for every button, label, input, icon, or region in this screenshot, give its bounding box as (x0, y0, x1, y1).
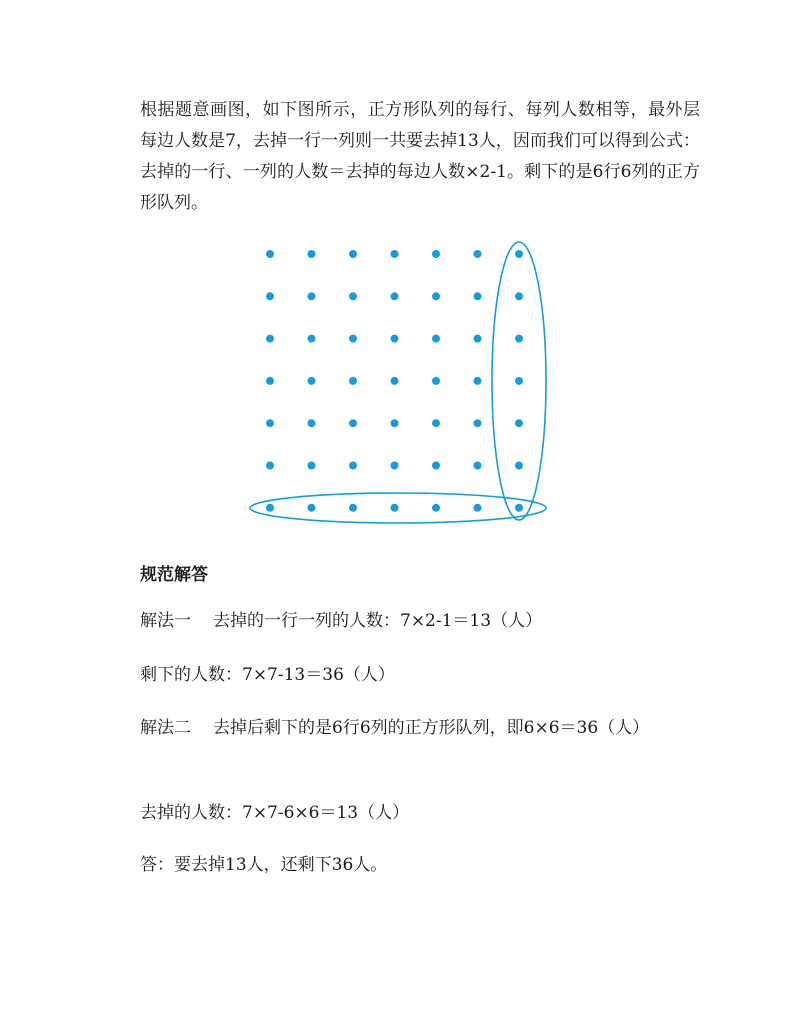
formation-dot (474, 377, 482, 385)
formation-dot (266, 292, 274, 300)
formation-dot (515, 335, 523, 343)
formation-dot (391, 462, 399, 470)
formation-dot (349, 462, 357, 470)
solution-heading: 规范解答 (140, 565, 208, 585)
formation-dot (474, 504, 482, 512)
formation-dot (266, 335, 274, 343)
method2-label: 解法二 (140, 718, 191, 738)
formation-dot (515, 250, 523, 258)
formation-dot (432, 335, 440, 343)
formation-dot (432, 419, 440, 427)
intro-paragraph: 根据题意画图，如下图所示，正方形队列的每行、每列人数相等，最外层每边人数是7，去掉一行一列则一共要去掉13人，因而我们可以得到公式：去掉的一行、一列的人数＝去掉的每边人数×2-1。剩下的是6行6列的正方形队列。 (140, 100, 700, 213)
formation-dot (308, 250, 316, 258)
formation-dot (308, 419, 316, 427)
formation-dot (515, 504, 523, 512)
formation-dot (391, 292, 399, 300)
formation-dot (515, 462, 523, 470)
formation-dot (266, 504, 274, 512)
method2-rest-line: 去掉的人数：7×7-6×6＝13（人） (140, 803, 410, 823)
formation-dot (432, 292, 440, 300)
formation-dot (432, 504, 440, 512)
formation-dot (391, 504, 399, 512)
removed-row-ellipse (250, 493, 546, 523)
formation-dot (349, 504, 357, 512)
formation-dot (474, 292, 482, 300)
formation-dot (266, 377, 274, 385)
formation-dot (474, 250, 482, 258)
method2-line (140, 713, 700, 744)
formation-dot (515, 377, 523, 385)
formation-dot (474, 419, 482, 427)
method1-line (140, 606, 700, 637)
formation-dot (515, 292, 523, 300)
method2-text: 去掉后剩下的是6行6列的正方形队列，即6×6＝36（人） (213, 718, 650, 738)
formation-dot (391, 250, 399, 258)
formation-dot (391, 335, 399, 343)
formation-dot (266, 419, 274, 427)
formation-dot (474, 335, 482, 343)
answer-line: 答：要去掉13人，还剩下36人。 (140, 855, 388, 875)
formation-dot (308, 504, 316, 512)
formation-dot (266, 250, 274, 258)
formation-dot (432, 377, 440, 385)
formation-dot (515, 419, 523, 427)
formation-dot (308, 335, 316, 343)
formation-dot (308, 292, 316, 300)
removed-column-ellipse (492, 242, 546, 520)
formation-dot (266, 462, 274, 470)
method1-rest-line: 剩下的人数：7×7-13＝36（人） (140, 665, 395, 685)
formation-dot (349, 250, 357, 258)
formation-dot (349, 292, 357, 300)
formation-dot (308, 462, 316, 470)
formation-dot (474, 462, 482, 470)
formation-dots (266, 250, 523, 512)
method1-label: 解法一 (140, 611, 191, 631)
method1-text: 去掉的一行一列的人数：7×2-1＝13（人） (213, 611, 543, 631)
formation-dot (432, 462, 440, 470)
formation-dot (391, 377, 399, 385)
formation-dot (308, 377, 316, 385)
formation-dot (391, 419, 399, 427)
formation-dot (349, 335, 357, 343)
formation-dot (349, 419, 357, 427)
formation-dot (349, 377, 357, 385)
formation-dot (432, 250, 440, 258)
